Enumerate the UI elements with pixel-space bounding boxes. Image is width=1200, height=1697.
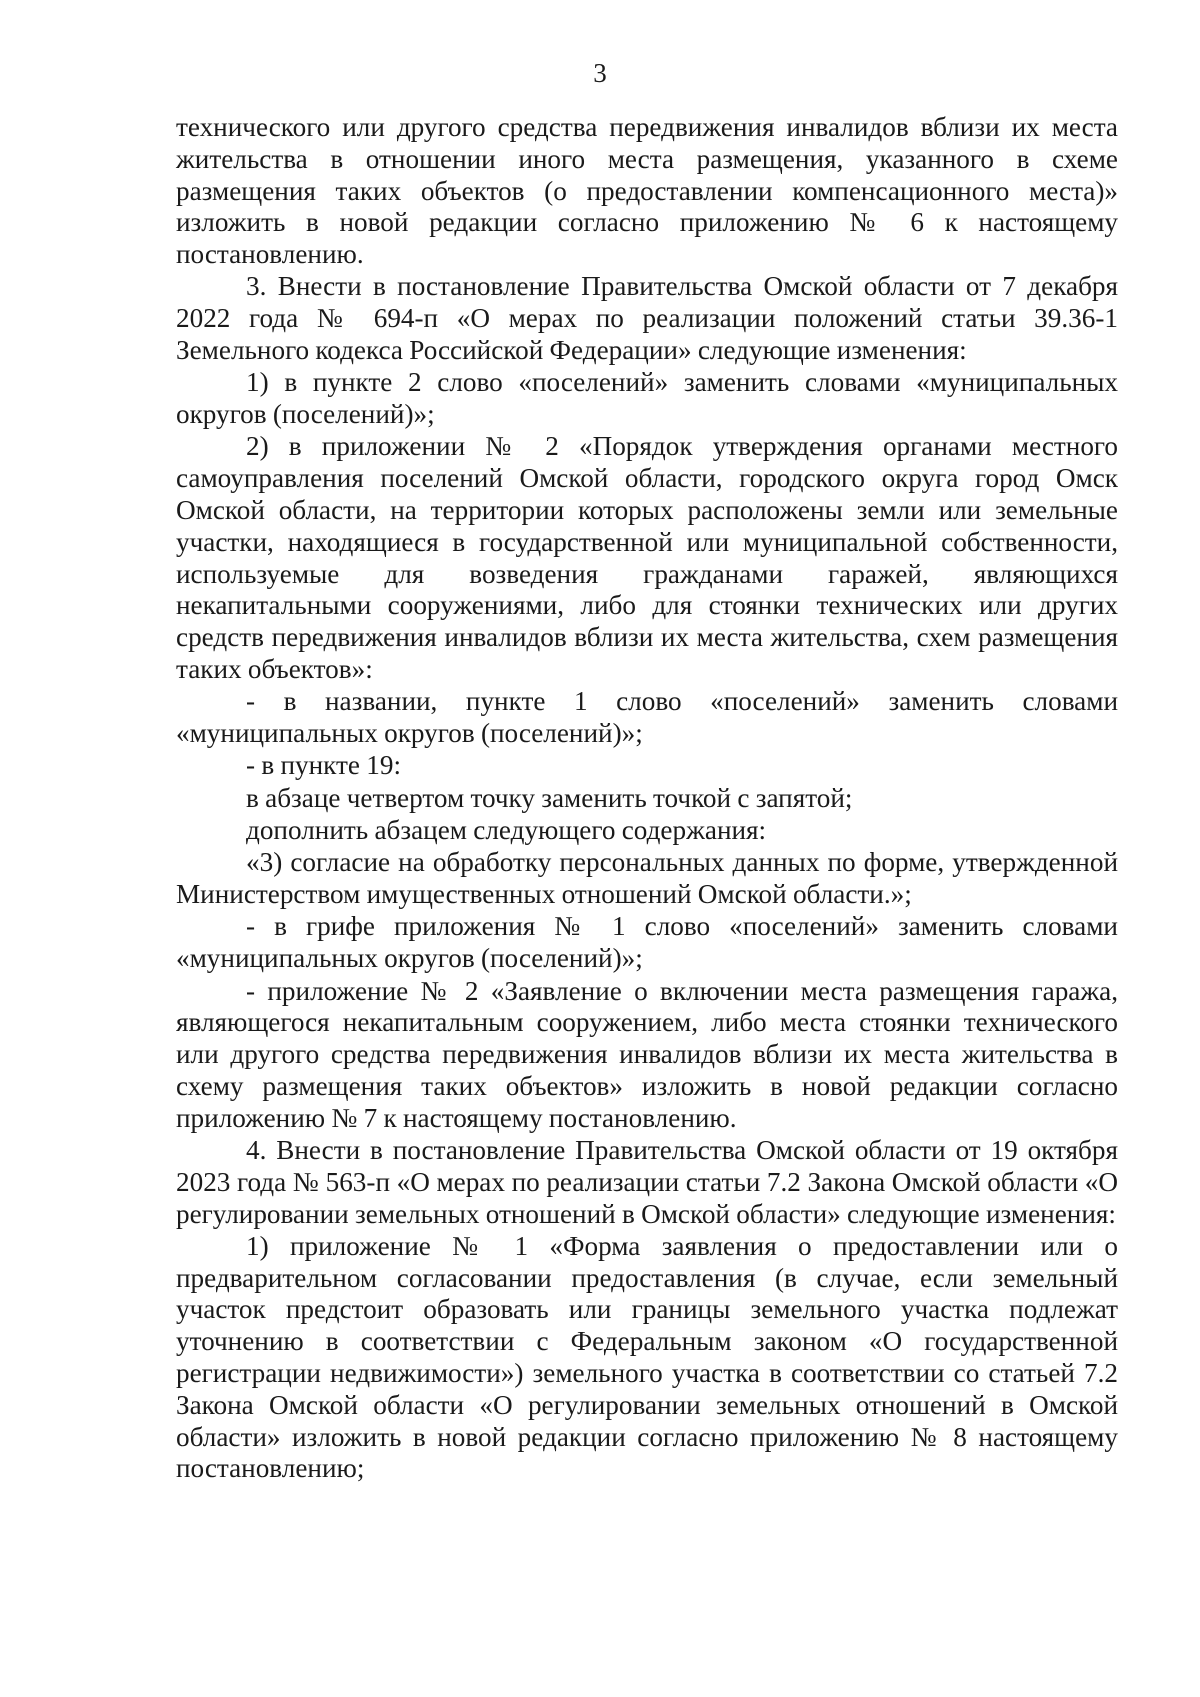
paragraph-item-4: 4. Внести в постановление Правительства Омской области от 19 октября 2023 года № 563-п «О мерах по реализации статьи 7.2 Закона Омской области «О регулировании земельных отношений в Омской области» следующие изменения: (176, 1135, 1118, 1229)
page-number: 3 (593, 58, 607, 88)
paragraph-continuation: технического или другого средства передвижения инвалидов вблизи их места жительства в отношении иного места размещения, указанного в схеме размещения таких объектов (о предоставлении компенсационного места)» изложить в новой редакции согласно приложению № 6 к настоящему постановлению. (176, 112, 1118, 270)
paragraph-add-abzac: дополнить абзацем следующего содержания: (246, 815, 767, 846)
paragraph-item-3-1: 1) в пункте 2 слово «поселений» заменить словами «муниципальных округов (поселений)»; (176, 367, 1118, 430)
paragraph-item-3: 3. Внести в постановление Правительства Омской области от 7 декабря 2022 года № 694-п «О мерах по реализации положений статьи 39.36-1 Земельного кодекса Российской Федерации» следующие изменения: (176, 271, 1118, 366)
paragraph-item-3-2: 2) в приложении № 2 «Порядок утверждения органами местного самоуправления поселений Омской области, городского округа город Омск Омской области, на территории которых расположены земли или земельные участки, находящиеся в государственной или муниципальной собственности, используемые для возведения гражданами гаражей, являющихся некапитальными сооружениями, либо для стоянки технических или других средств передвижения инвалидов вблизи их места жительства, схем размещения таких объектов»: (176, 431, 1118, 685)
paragraph-item-4-1: 1) приложение № 1 «Форма заявления о предоставлении или о предварительном согласовании предоставления (в случае, если земельный участок предстоит образовать или границы земельного участка подлежат уточнению в соответствии с Федеральным законом «О государственной регистрации недвижимости») земельного участка в соответствии со статьей 7.2 Закона Омской области «О регулировании земельных отношений в Омской области» изложить в новой редакции согласно приложению № 8 настоящему постановлению; (176, 1230, 1118, 1484)
paragraph-dash-appendix-2: - приложение № 2 «Заявление о включении места размещения гаража, являющегося некапитальным сооружением, либо места стоянки технического или другого средства передвижения инвалидов вблизи их места жительства в схему размещения таких объектов» изложить в новой редакции согласно приложению № 7 к настоящему постановлению. (176, 975, 1118, 1133)
paragraph-dash-point-19: - в пункте 19: (246, 750, 402, 781)
document-body (176, 112, 1118, 1485)
paragraph-dash-grif: - в грифе приложения № 1 слово «поселений» заменить словами «муниципальных округов (поселений)»; (176, 911, 1118, 974)
paragraph-dash-title: - в названии, пункте 1 слово «поселений» заменить словами «муниципальных округов (поселений)»; (176, 686, 1118, 749)
paragraph-quote-3: «3) согласие на обработку персональных данных по форме, утвержденной Министерством имущественных отношений Омской области.»; (176, 847, 1118, 910)
paragraph-abzac-4: в абзаце четвертом точку заменить точкой с запятой; (246, 782, 853, 813)
